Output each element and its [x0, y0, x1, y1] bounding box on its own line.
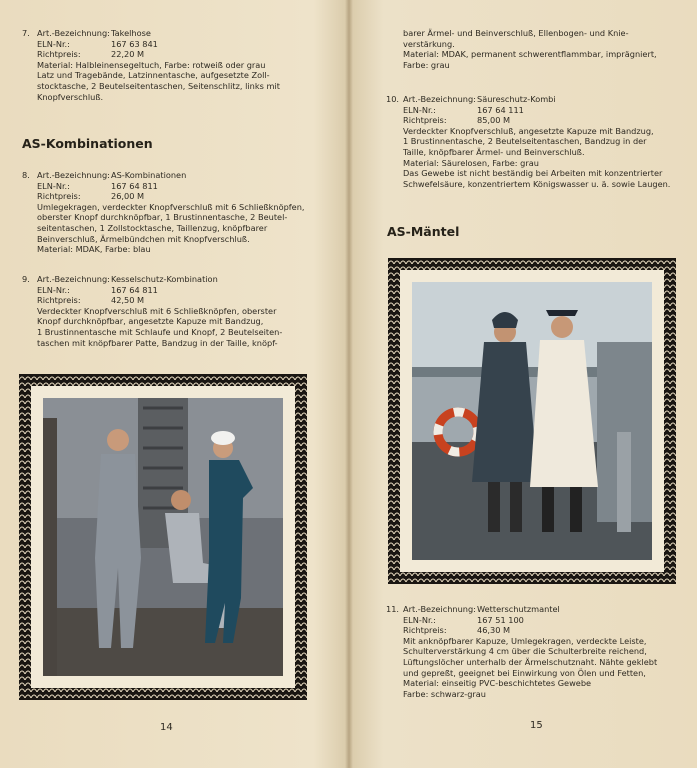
- price-value: 26,00 M: [111, 191, 145, 202]
- description-line: Material: Säurelosen, Farbe: grau: [403, 157, 539, 168]
- description-line: Beinverschluß, Ärmelbündchen mit Knopfverschluß.: [37, 233, 250, 244]
- page-number: 14: [160, 722, 173, 733]
- price-label: Richtpreis:: [37, 49, 81, 60]
- description-line: taschen mit knöpfbarer Patte, Bandzug in der Taille, knöpf-: [37, 337, 278, 348]
- item-9-continuation: [403, 28, 693, 70]
- price-value: 85,00 M: [477, 115, 511, 126]
- description-line: Taille, knöpfbarer Ärmel- und Beinverschluß.: [403, 146, 585, 157]
- description-line: Farbe: grau: [403, 59, 450, 70]
- left-page: [0, 0, 347, 768]
- eln-label: ELN-Nr.:: [403, 104, 436, 115]
- section-heading: AS-Mäntel: [387, 224, 460, 239]
- item-description: [403, 636, 696, 700]
- price-value: 22,20 M: [111, 49, 145, 60]
- price-label: Richtpreis:: [37, 191, 81, 202]
- designation-label: Art.-Bezeichnung:: [37, 28, 110, 38]
- designation-value: Takelhose: [111, 28, 151, 38]
- price-label: Richtpreis:: [403, 625, 447, 636]
- description-line: Latz und Tragebände, Latzinnentasche, aufgesetzte Zoll-: [37, 70, 270, 81]
- description-line: Umlegekragen, verdeckter Knopfverschluß mit 6 Schließknöpfen,: [37, 201, 305, 212]
- description-line: 1 Brustinnentasche mit Schlaufe und Knopf, 2 Beutelseiten-: [37, 326, 283, 337]
- item-number: 7.: [22, 28, 30, 38]
- description-line: barer Ärmel- und Beinverschluß, Ellenbogen- und Knie-: [403, 28, 629, 38]
- description-line: Material: einseitig PVC-beschichtetes Gewebe: [403, 678, 592, 689]
- designation-value: AS-Kombinationen: [111, 170, 187, 180]
- description-line: Material: MDAK, Farbe: blau: [37, 244, 151, 255]
- item-number: 9.: [22, 274, 30, 284]
- eln-value: 167 63 841: [111, 38, 158, 49]
- item-description: [37, 306, 327, 348]
- eln-label: ELN-Nr.:: [37, 180, 70, 191]
- description-line: verstärkung.: [403, 38, 455, 49]
- description-line: stocktasche, 2 Beutelseitentaschen, Seitenschlitz, links mit: [37, 80, 280, 91]
- eln-label: ELN-Nr.:: [403, 614, 436, 625]
- section-heading: AS-Kombinationen: [22, 136, 153, 151]
- description-line: Verdeckter Knopfverschluß, angesetzte Kapuze mit Bandzug,: [403, 125, 654, 136]
- description-line: 1 Brustinnentasche, 2 Beutelseitentaschen, Bandzug in der: [403, 136, 647, 147]
- item-8: [22, 170, 327, 255]
- workers-photo: [43, 398, 283, 676]
- description-line: Verdeckter Knopfverschluß mit 6 Schließknöpfen, oberster: [37, 305, 277, 316]
- description-line: Material: Halbleinensegeltuch, Farbe: rotweiß oder grau: [37, 59, 266, 70]
- coats-photo: [412, 282, 652, 560]
- description-line: Lüftungslöcher unterhalb der Ärmelschutznaht. Nähte geklebt: [403, 656, 658, 667]
- designation-value: Säureschutz-Kombi: [477, 94, 556, 104]
- eln-value: 167 64 811: [111, 284, 158, 295]
- item-10: [386, 94, 696, 189]
- item-9: [22, 274, 327, 348]
- item-description: [37, 202, 327, 255]
- photo-frame: [19, 374, 307, 700]
- designation-label: Art.-Bezeichnung:: [403, 604, 476, 614]
- price-label: Richtpreis:: [403, 115, 447, 126]
- item-7: [22, 28, 322, 102]
- description-line: Das Gewebe ist nicht beständig bei Arbeiten mit konzentrierter: [403, 168, 663, 179]
- price-value: 46,30 M: [477, 625, 511, 636]
- eln-value: 167 51 100: [477, 614, 524, 625]
- eln-label: ELN-Nr.:: [37, 38, 70, 49]
- description-line: und gepreßt, geeignet bei Einwirkung von Ölen und Fetten,: [403, 667, 646, 678]
- description-line: Material: MDAK, permanent schwerentflammbar, imprägniert,: [403, 49, 657, 60]
- designation-label: Art.-Bezeichnung:: [37, 274, 110, 284]
- price-label: Richtpreis:: [37, 295, 81, 306]
- designation-label: Art.-Bezeichnung:: [37, 170, 110, 180]
- eln-value: 167 64 111: [477, 104, 524, 115]
- description-line: Mit anknöpfbarer Kapuze, Umlegekragen, verdeckte Leiste,: [403, 635, 647, 646]
- item-number: 8.: [22, 170, 30, 180]
- description-line: Knopfverschluß.: [37, 91, 104, 102]
- page-number: 15: [530, 720, 543, 731]
- designation-value: Wetterschutzmantel: [477, 604, 560, 614]
- description-line: seitentaschen, 1 Zollstocktasche, Taillenzug, knöpfbarer: [37, 222, 268, 233]
- item-description: [37, 60, 322, 102]
- designation-label: Art.-Bezeichnung:: [403, 94, 476, 104]
- eln-label: ELN-Nr.:: [37, 284, 70, 295]
- item-number: 10.: [386, 94, 400, 104]
- item-number: 11.: [386, 604, 400, 614]
- description-line: Farbe: schwarz-grau: [403, 688, 486, 699]
- description-line: Knopf durchknöpfbar, angesetzte Kapuze mit Bandzug,: [37, 316, 264, 327]
- eln-value: 167 64 811: [111, 180, 158, 191]
- description-line: Schwefelsäure, konzentriertem Königswasser u. ä. sowie Laugen.: [403, 178, 671, 189]
- description-line: Schulterverstärkung 4 cm über die Schulterbreite reichend,: [403, 646, 647, 657]
- right-page: [350, 0, 697, 768]
- designation-value: Kesselschutz-Kombination: [111, 274, 218, 284]
- price-value: 42,50 M: [111, 295, 145, 306]
- item-11: [386, 604, 696, 699]
- item-description: [403, 126, 696, 190]
- description-line: oberster Knopf durchknöpfbar, 1 Brustinnentasche, 2 Beutel-: [37, 212, 288, 223]
- photo-frame: [388, 258, 676, 584]
